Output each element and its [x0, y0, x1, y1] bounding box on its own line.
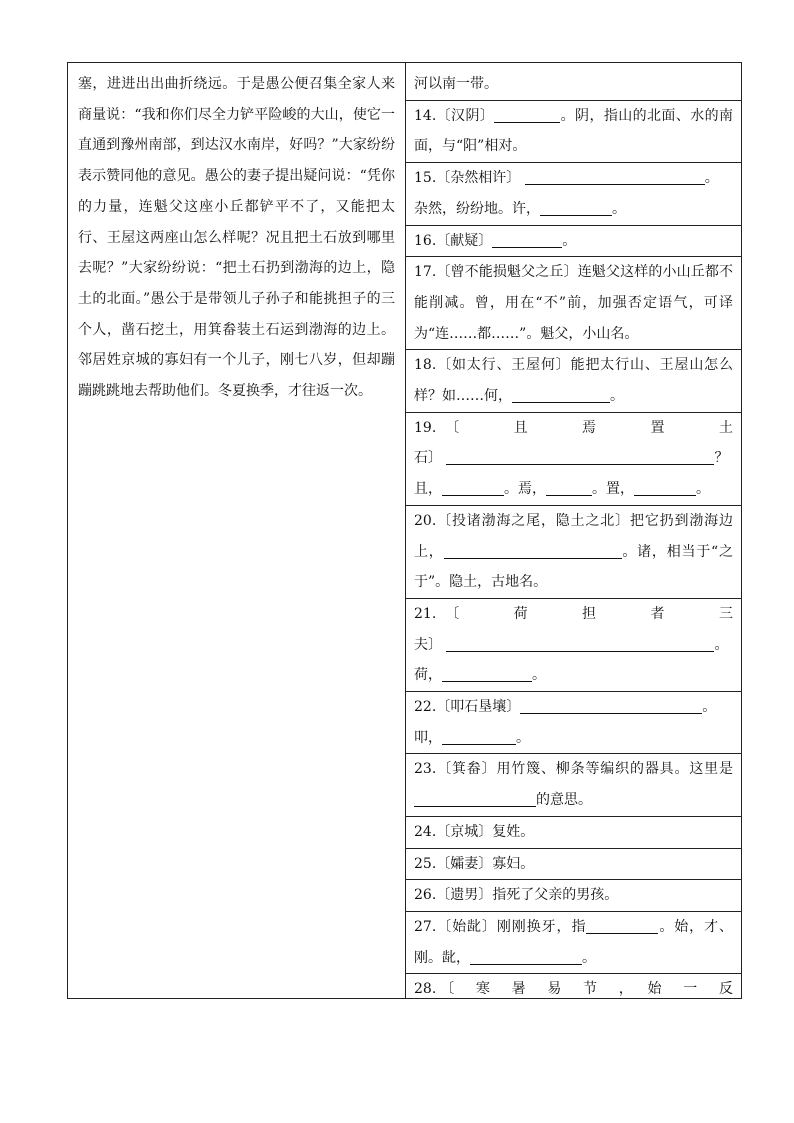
note-24-text: 24.〔京城〕复姓。 — [414, 823, 535, 840]
note-17-text: 17.〔曾不能损魁父之丘〕连魁父这样的小山丘都不能削减。曾，用在“不”前，加强否定语气，可译为“连……都……”。魁父，小山名。 — [414, 264, 733, 342]
note-27 — [406, 911, 741, 973]
note-28-text: 28.〔 寒 暑 易 节 ， 始 一 反 — [414, 981, 733, 998]
answer-blank[interactable] — [494, 108, 560, 123]
note-21-he: 荷， — [414, 667, 442, 684]
note-14 — [406, 100, 741, 162]
note-21-end: 。 — [532, 667, 546, 684]
note-20-rest: 。诸，相当于“之于”。隐土，古地名。 — [414, 543, 733, 591]
note-15-end: 。 — [612, 200, 626, 217]
answer-blank[interactable] — [634, 481, 696, 496]
note-17 — [406, 256, 741, 349]
note-19 — [406, 412, 741, 505]
translation-text: 塞，进进出出曲折绕远。于是愚公便召集全家人来商量说：“我和你们尽全力铲平险峻的大山，使它一直通到豫州南部，到达汉水南岸，好吗？”大家纷纷表示赞同他的意见。愚公的妻子提出疑问说：“凭你的力量，连魁父这座小丘都铲平不了，又能把太行、王屋这两座山怎么样呢？况且把土石放到哪里去呢？”大家纷纷说：“把土石扔到渤海的边上，隐土的北面。”愚公于是带领儿子孙子和能挑担子的三个人，凿石挖土，用箕畚装土石运到渤海的边上。邻居姓京城的寡妇有一个儿子，刚七八岁，但却蹦蹦跳跳地去帮助他们。冬夏换季，才往返一次。 — [78, 76, 395, 400]
note-14-term: 14.〔汉阴〕 — [414, 107, 495, 124]
note-15-punct: 。 — [704, 170, 719, 187]
note-20 — [406, 505, 741, 598]
translation-column — [68, 63, 406, 998]
notes-table — [67, 62, 742, 999]
note-19-zhi: 。置， — [592, 481, 634, 498]
note-13-tail-text: 河以南一带。 — [414, 76, 498, 92]
note-22-term: 22.〔叩石垦壤〕 — [414, 699, 521, 716]
annotation-list — [414, 69, 733, 1005]
answer-blank[interactable] — [444, 544, 622, 559]
note-16-end: 。 — [562, 232, 577, 249]
answer-blank[interactable] — [525, 170, 705, 185]
note-19-term-line1: 19.〔 且 焉 置 土 — [414, 419, 733, 436]
annotation-column — [406, 63, 741, 998]
note-21-punct: 。 — [714, 636, 729, 653]
note-22-end: 。 — [516, 729, 530, 746]
note-15-term: 15.〔杂然相许〕 — [414, 170, 521, 187]
note-25 — [406, 848, 741, 880]
note-27-mid: 。始，才、刚。龀， — [414, 918, 734, 966]
answer-blank[interactable] — [546, 481, 592, 496]
note-15 — [406, 162, 741, 224]
note-24 — [406, 816, 741, 848]
note-14-text: 。阴，指山的北面、水的南面，与“阳”相对。 — [414, 107, 734, 155]
answer-blank[interactable] — [446, 450, 714, 465]
note-19-yan: 。焉， — [504, 481, 546, 498]
note-26-text: 26.〔遗男〕指死了父亲的男孩。 — [414, 887, 619, 904]
answer-blank[interactable] — [470, 950, 582, 965]
answer-blank[interactable] — [442, 667, 532, 682]
note-23 — [406, 753, 741, 815]
note-22-punct: 。 — [702, 699, 717, 716]
note-21 — [406, 598, 741, 691]
note-19-term-line2: 石〕 — [414, 450, 442, 467]
answer-blank[interactable] — [442, 481, 504, 496]
note-27-text: 27.〔始龀〕刚刚换牙，指 — [414, 918, 587, 935]
answer-blank[interactable] — [512, 388, 610, 403]
note-13-tail — [414, 69, 733, 100]
note-18-end: 。 — [610, 388, 624, 405]
note-16 — [406, 225, 741, 257]
note-21-term-line2: 夫〕 — [414, 636, 442, 653]
note-20-text: 20.〔投诸渤海之尾，隐土之北〕把它扔到渤海边上， — [414, 512, 733, 560]
answer-blank[interactable] — [442, 730, 516, 745]
note-21-term-line1: 21.〔 荷 担 者 三 — [414, 605, 733, 622]
note-15-text: 杂然，纷纷地。许， — [414, 200, 540, 217]
answer-blank[interactable] — [414, 792, 536, 807]
answer-blank[interactable] — [492, 233, 562, 248]
note-28 — [406, 973, 741, 1005]
note-16-term: 16.〔献疑〕 — [414, 232, 493, 249]
note-23-end: 的意思。 — [536, 792, 592, 809]
note-22 — [406, 691, 741, 753]
answer-blank[interactable] — [446, 637, 714, 652]
note-23-text: 23.〔箕畚〕用竹篾、柳条等编织的器具。这里是 — [414, 761, 733, 778]
answer-blank[interactable] — [586, 919, 658, 934]
answer-blank[interactable] — [520, 699, 702, 714]
note-26 — [406, 879, 741, 911]
note-27-end: 。 — [582, 949, 596, 966]
note-19-end: 。 — [696, 481, 710, 498]
answer-blank[interactable] — [540, 201, 612, 216]
note-25-text: 25.〔孀妻〕寡妇。 — [414, 855, 535, 872]
note-18-text: 18.〔如太行、王屋何〕能把太行山、王屋山怎么样？如……何， — [414, 357, 733, 405]
note-19-qie: 且， — [414, 481, 442, 498]
note-18 — [406, 349, 741, 411]
note-19-punct: ？ — [714, 450, 729, 467]
note-22-kou: 叩， — [414, 729, 442, 746]
